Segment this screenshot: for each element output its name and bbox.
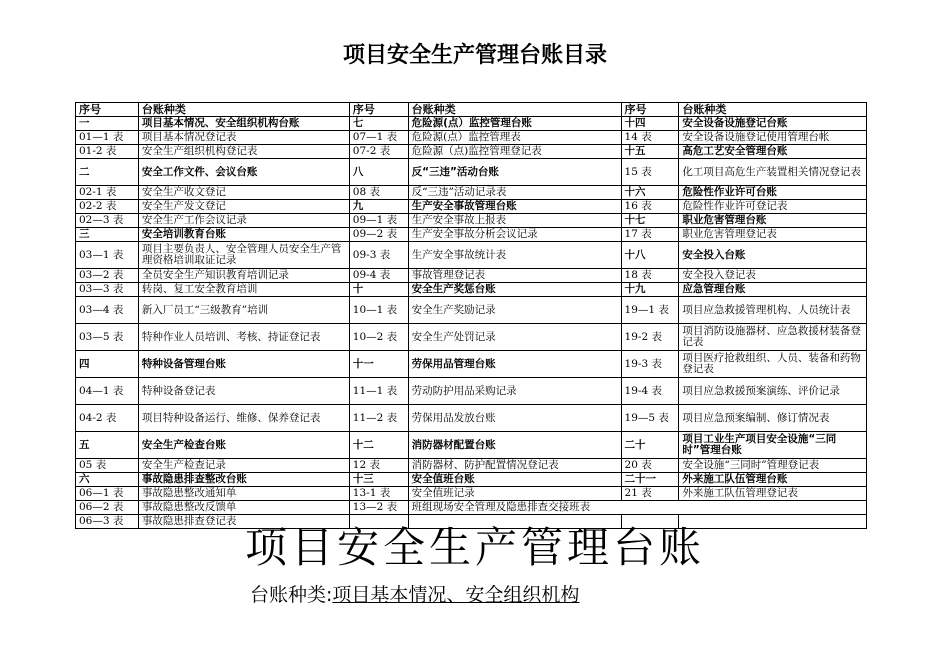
- ledger-number-cell: 二十一: [621, 473, 679, 487]
- ledger-number-cell: 01-2 表: [76, 145, 139, 159]
- ledger-type-cell: 安全设备设施登记使用管理台帐: [679, 131, 867, 145]
- ledger-type-cell: 项目应急救援预案演练、评价记录: [679, 378, 867, 405]
- ledger-type-cell: 安全生产发文登记: [138, 200, 349, 214]
- ledger-number-cell: 10—1 表: [349, 297, 408, 324]
- ledger-number-cell: 17 表: [621, 228, 679, 242]
- table-row: [76, 242, 867, 269]
- ledger-number-cell: 14 表: [621, 131, 679, 145]
- table-row: [76, 228, 867, 242]
- ledger-number-cell: 09-4 表: [349, 269, 408, 283]
- ledger-type-cell: 消防器材、防护配置情况登记表: [408, 459, 621, 473]
- ledger-number-cell: 09-3 表: [349, 242, 408, 269]
- ledger-type-cell: 生产安全事故上报表: [408, 214, 621, 228]
- ledger-number-cell: 07—1 表: [349, 131, 408, 145]
- category-label: 台账种类:: [250, 584, 333, 606]
- ledger-number-cell: 十六: [621, 186, 679, 200]
- ledger-type-cell: 新入厂员工“三级教育”培训: [138, 297, 349, 324]
- ledger-type-cell: 事故隐患整改通知单: [138, 487, 349, 501]
- ledger-number-cell: 03—1 表: [76, 242, 139, 269]
- ledger-number-cell: 十二: [349, 432, 408, 459]
- ledger-type-cell: 生产安全事故分析会议记录: [408, 228, 621, 242]
- ledger-type-cell: 安全生产奖励记录: [408, 297, 621, 324]
- ledger-type-cell: 全员安全生产知识教育培训记录: [138, 269, 349, 283]
- ledger-number-cell: 19-4 表: [621, 378, 679, 405]
- ledger-number-cell: 06—2 表: [76, 501, 139, 515]
- table-row: [76, 214, 867, 228]
- ledger-number-cell: 十四: [621, 117, 679, 131]
- ledger-number-cell: 04—1 表: [76, 378, 139, 405]
- ledger-number-cell: 01—1 表: [76, 131, 139, 145]
- ledger-type-cell: 高危工艺安全管理台账: [679, 145, 867, 159]
- ledger-number-cell: 十八: [621, 242, 679, 269]
- ledger-type-cell: 安全值班台账: [408, 473, 621, 487]
- ledger-type-cell: 项目应急预案编制、修订情况表: [679, 405, 867, 432]
- ledger-type-cell: 安全生产处罚记录: [408, 324, 621, 351]
- ledger-type-cell: 危险性作业许可登记表: [679, 200, 867, 214]
- ledger-index-table: [75, 102, 867, 529]
- table-row: [76, 351, 867, 378]
- ledger-number-cell: 11—1 表: [349, 378, 408, 405]
- header-type: 台账种类: [408, 103, 621, 117]
- ledger-number-cell: 11—2 表: [349, 405, 408, 432]
- ledger-type-cell: 危险源(点）监控管理表: [408, 131, 621, 145]
- ledger-type-cell: 危险源(点）监控管理台账: [408, 117, 621, 131]
- header-no: 序号: [76, 103, 139, 117]
- ledger-number-cell: 20 表: [621, 459, 679, 473]
- ledger-number-cell: 十一: [349, 351, 408, 378]
- ledger-number-cell: 07-2 表: [349, 145, 408, 159]
- ledger-type-cell: 外来施工队伍管理登记表: [679, 487, 867, 501]
- ledger-type-cell: 安全生产奖惩台账: [408, 283, 621, 297]
- ledger-type-cell: 特种设备管理台账: [138, 351, 349, 378]
- ledger-type-cell: 化工项目高危生产装置相关情况登记表: [679, 159, 867, 186]
- table-row: [76, 145, 867, 159]
- table-row: [76, 186, 867, 200]
- ledger-type-cell: 事故隐患整改反馈单: [138, 501, 349, 515]
- ledger-number-cell: 八: [349, 159, 408, 186]
- table-row: [76, 159, 867, 186]
- ledger-type-cell: 安全生产检查台账: [138, 432, 349, 459]
- ledger-type-cell: 反“三违”活动台账: [408, 159, 621, 186]
- table-row: [76, 200, 867, 214]
- ledger-type-cell: 特种作业人员培训、考核、持证登记表: [138, 324, 349, 351]
- ledger-number-cell: 十七: [621, 214, 679, 228]
- ledger-main-title: 项目安全生产管理台账: [244, 523, 705, 572]
- ledger-number-cell: 十: [349, 283, 408, 297]
- ledger-type-cell: 消防器材配置台账: [408, 432, 621, 459]
- table-row: [76, 283, 867, 297]
- ledger-type-cell: 事故隐患排查整改台账: [138, 473, 349, 487]
- ledger-type-cell: 安全工作文件、会议台账: [138, 159, 349, 186]
- ledger-number-cell: 03—4 表: [76, 297, 139, 324]
- ledger-number-cell: 19-2 表: [621, 324, 679, 351]
- ledger-type-cell: 特种设备登记表: [138, 378, 349, 405]
- table-row: [76, 131, 867, 145]
- ledger-table-body: [76, 103, 867, 529]
- ledger-type-cell: 劳动防护用品采购记录: [408, 378, 621, 405]
- table-row: [76, 378, 867, 405]
- ledger-number-cell: 十三: [349, 473, 408, 487]
- ledger-number-cell: 06—1 表: [76, 487, 139, 501]
- category-line: [250, 580, 579, 607]
- table-row: [76, 405, 867, 432]
- ledger-type-cell: 安全生产组织机构登记表: [138, 145, 349, 159]
- ledger-type-cell: 安全设备设施登记台账: [679, 117, 867, 131]
- ledger-number-cell: 15 表: [621, 159, 679, 186]
- ledger-number-cell: 五: [76, 432, 139, 459]
- ledger-number-cell: 02-1 表: [76, 186, 139, 200]
- table-row: [76, 487, 867, 501]
- ledger-type-cell: 职业危害管理台账: [679, 214, 867, 228]
- ledger-type-cell: 安全生产检查记录: [138, 459, 349, 473]
- ledger-number-cell: 九: [349, 200, 408, 214]
- ledger-number-cell: 02-2 表: [76, 200, 139, 214]
- table-row: [76, 297, 867, 324]
- ledger-number-cell: 13—2 表: [349, 501, 408, 515]
- ledger-number-cell: 六: [76, 473, 139, 487]
- ledger-type-cell: 项目应急救援管理机构、人员统计表: [679, 297, 867, 324]
- document-title: 项目安全生产管理台账目录: [342, 43, 607, 68]
- table-row: [76, 501, 867, 515]
- category-value: 项目基本情况、安全组织机构: [332, 584, 580, 606]
- table-row: [76, 117, 867, 131]
- ledger-type-cell: 事故隐患排查登记表: [138, 515, 349, 529]
- ledger-number-cell: 二: [76, 159, 139, 186]
- ledger-type-cell: 劳保用品发放台账: [408, 405, 621, 432]
- ledger-number-cell: 09—1 表: [349, 214, 408, 228]
- ledger-number-cell: 18 表: [621, 269, 679, 283]
- ledger-type-cell: 安全值班记录: [408, 487, 621, 501]
- ledger-type-cell: 转岗、复工安全教育培训: [138, 283, 349, 297]
- ledger-type-cell: 生产安全事故统计表: [408, 242, 621, 269]
- ledger-type-cell: 安全设施“三同时”管理登记表: [679, 459, 867, 473]
- table-row: [76, 432, 867, 459]
- ledger-type-cell: 职业危害管理登记表: [679, 228, 867, 242]
- table-header-row: [76, 103, 867, 117]
- ledger-type-cell: 外来施工队伍管理台账: [679, 473, 867, 487]
- ledger-number-cell: 13-1 表: [349, 487, 408, 501]
- ledger-number-cell: 一: [76, 117, 139, 131]
- ledger-type-cell: 项目消防设施器材、应急救援材装备登记表: [679, 324, 867, 351]
- ledger-number-cell: 四: [76, 351, 139, 378]
- ledger-type-cell: 应急管理台账: [679, 283, 867, 297]
- ledger-type-cell: 项目特种设备运行、维修、保养登记表: [138, 405, 349, 432]
- ledger-number-cell: 05 表: [76, 459, 139, 473]
- ledger-type-cell: 项目医疗抢救组织、人员、装备和药物登记表: [679, 351, 867, 378]
- table-row: [76, 473, 867, 487]
- ledger-type-cell: 事故管理登记表: [408, 269, 621, 283]
- ledger-number-cell: 三: [76, 228, 139, 242]
- header-type: 台账种类: [679, 103, 867, 117]
- ledger-number-cell: 二十: [621, 432, 679, 459]
- ledger-number-cell: 10—2 表: [349, 324, 408, 351]
- ledger-type-cell: 危险源（点)监控管理登记表: [408, 145, 621, 159]
- table-row: [76, 269, 867, 283]
- ledger-number-cell: 十九: [621, 283, 679, 297]
- ledger-type-cell: 项目主要负责人、安全管理人员安全生产管理资格培训取证记录: [138, 242, 349, 269]
- header-no: 序号: [621, 103, 679, 117]
- ledger-number-cell: 21 表: [621, 487, 679, 501]
- ledger-number-cell: 七: [349, 117, 408, 131]
- ledger-number-cell: 19-3 表: [621, 351, 679, 378]
- header-no: 序号: [349, 103, 408, 117]
- ledger-type-cell: 安全生产收文登记: [138, 186, 349, 200]
- ledger-number-cell: 19—1 表: [621, 297, 679, 324]
- ledger-type-cell: 安全投入登记表: [679, 269, 867, 283]
- ledger-type-cell: 安全生产工作会议记录: [138, 214, 349, 228]
- ledger-type-cell: 项目工业生产项目安全设施“三同时”管理台账: [679, 432, 867, 459]
- table-row: [76, 324, 867, 351]
- header-type: 台账种类: [138, 103, 349, 117]
- ledger-type-cell: 安全投入台账: [679, 242, 867, 269]
- ledger-type-cell: 反“三违”活动记录表: [408, 186, 621, 200]
- ledger-type-cell: 危险性作业许可台账: [679, 186, 867, 200]
- ledger-type-cell: 生产安全事故管理台账: [408, 200, 621, 214]
- ledger-number-cell: 12 表: [349, 459, 408, 473]
- ledger-number-cell: 06—3 表: [76, 515, 139, 529]
- ledger-number-cell: 19—5 表: [621, 405, 679, 432]
- ledger-type-cell: 班组现场安全管理及隐患排查交接班表: [408, 501, 866, 515]
- ledger-number-cell: 04-2 表: [76, 405, 139, 432]
- ledger-type-cell: 项目基本情况登记表: [138, 131, 349, 145]
- ledger-number-cell: 03—2 表: [76, 269, 139, 283]
- ledger-number-cell: 02—3 表: [76, 214, 139, 228]
- ledger-number-cell: 03—5 表: [76, 324, 139, 351]
- ledger-number-cell: 09—2 表: [349, 228, 408, 242]
- ledger-number-cell: 十五: [621, 145, 679, 159]
- ledger-type-cell: 安全培训教育台账: [138, 228, 349, 242]
- ledger-number-cell: 08 表: [349, 186, 408, 200]
- ledger-number-cell: 03—3 表: [76, 283, 139, 297]
- ledger-type-cell: 劳保用品管理台账: [408, 351, 621, 378]
- table-row: [76, 459, 867, 473]
- ledger-type-cell: 项目基本情况、安全组织机构台账: [138, 117, 349, 131]
- ledger-number-cell: 16 表: [621, 200, 679, 214]
